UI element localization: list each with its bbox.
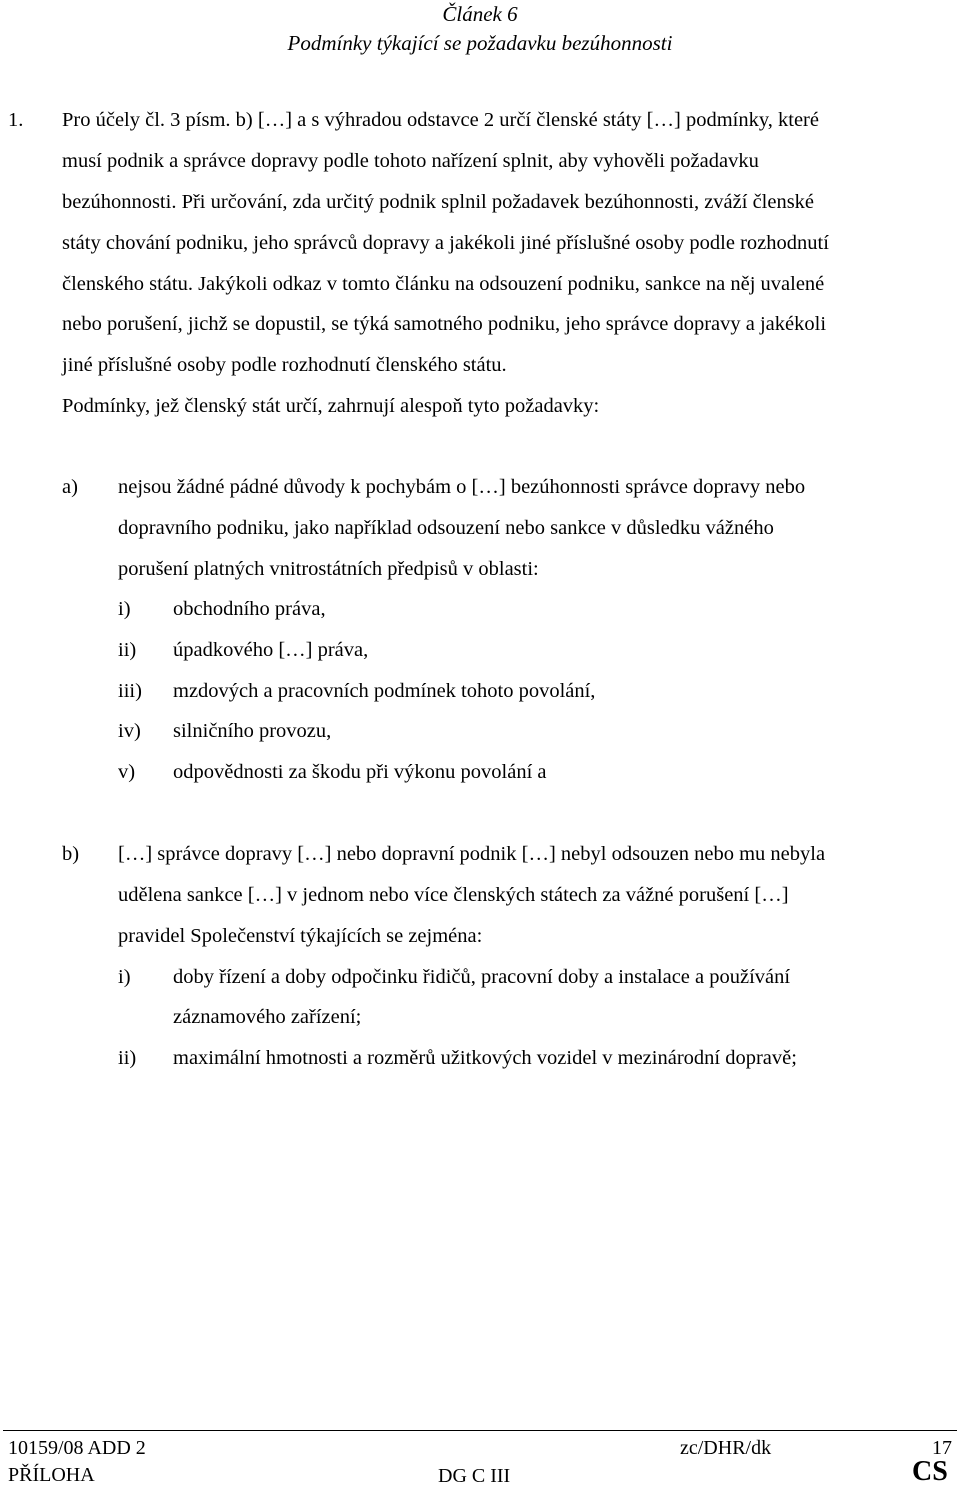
item-line: porušení platných vnitrostátních předpisů v oblasti: [118, 558, 539, 580]
paragraph-line: jiné příslušné osoby podle rozhodnutí členského státu. [62, 354, 507, 376]
document-reference: 10159/08 ADD 2 [8, 1437, 146, 1459]
subitem-label: ii) [118, 639, 137, 661]
paragraph-line: Pro účely čl. 3 písm. b) […] a s výhradou odstavce 2 určí členské státy […] podmínky, které [62, 109, 819, 131]
subitem-text: obchodního práva, [173, 598, 326, 620]
annex-label: PŘÍLOHA [8, 1464, 95, 1486]
subitem-text: doby řízení a doby odpočinku řidičů, pracovní doby a instalace a používání [173, 966, 791, 988]
department-label: DG C III [438, 1465, 511, 1487]
item-label: a) [62, 476, 78, 498]
subitem-text: maximální hmotnosti a rozměrů užitkových vozidel v mezinárodní dopravě; [173, 1047, 797, 1069]
paragraph-line: státy chování podniku, jeho správců dopravy a jakékoli jiné příslušné osoby podle rozhodnutí [62, 232, 829, 254]
item-label: b) [62, 843, 80, 865]
item-line: nejsou žádné pádné důvody k pochybám o […] bezúhonnosti správce dopravy nebo [118, 476, 806, 498]
subitem-text: silničního provozu, [173, 720, 332, 742]
subitem-label: i) [118, 966, 131, 988]
subitem-label: v) [118, 761, 136, 783]
item-line: udělena sankce […] v jednom nebo více členských státech za vážné porušení […] [118, 884, 789, 906]
paragraph-line: musí podnik a správce dopravy podle tohoto nařízení splnit, aby vyhověli požadavku [62, 150, 759, 172]
paragraph-line: Podmínky, jež členský stát určí, zahrnují alespoň tyto požadavky: [62, 395, 600, 417]
item-line: pravidel Společenství týkajících se zejména: [118, 925, 483, 947]
paragraph-number: 1. [8, 109, 24, 131]
author-initials: zc/DHR/dk [680, 1437, 772, 1459]
subitem-text: úpadkového […] práva, [173, 639, 369, 661]
subitem-text: záznamového zařízení; [173, 1006, 362, 1028]
paragraph-line: nebo porušení, jichž se dopustil, se týká samotného podniku, jeho správce dopravy a jakékoli [62, 313, 827, 335]
article-number: Článek 6 [442, 2, 518, 26]
paragraph-line: bezúhonnosti. Při určování, zda určitý podnik splnil požadavek bezúhonnosti, zváží členské [62, 191, 815, 213]
paragraph-line: členského státu. Jakýkoli odkaz v tomto článku na odsouzení podniku, sankce na něj uvalené [62, 273, 825, 295]
item-line: […] správce dopravy […] nebo dopravní podnik […] nebyl odsouzen nebo mu nebyla [118, 843, 826, 865]
subitem-label: iii) [118, 680, 142, 702]
page-number: 17 [932, 1437, 952, 1459]
language-code: CS [912, 1456, 948, 1487]
article-title: Podmínky týkající se požadavku bezúhonnosti [287, 31, 673, 55]
subitem-text: odpovědnosti za škodu při výkonu povolání a [173, 761, 547, 783]
footer-divider [3, 1430, 957, 1431]
subitem-label: ii) [118, 1047, 137, 1069]
subitem-text: mzdových a pracovních podmínek tohoto povolání, [173, 680, 596, 702]
item-line: dopravního podniku, jako například odsouzení nebo sankce v důsledku vážného [118, 517, 774, 539]
subitem-label: i) [118, 598, 131, 620]
subitem-label: iv) [118, 720, 141, 742]
